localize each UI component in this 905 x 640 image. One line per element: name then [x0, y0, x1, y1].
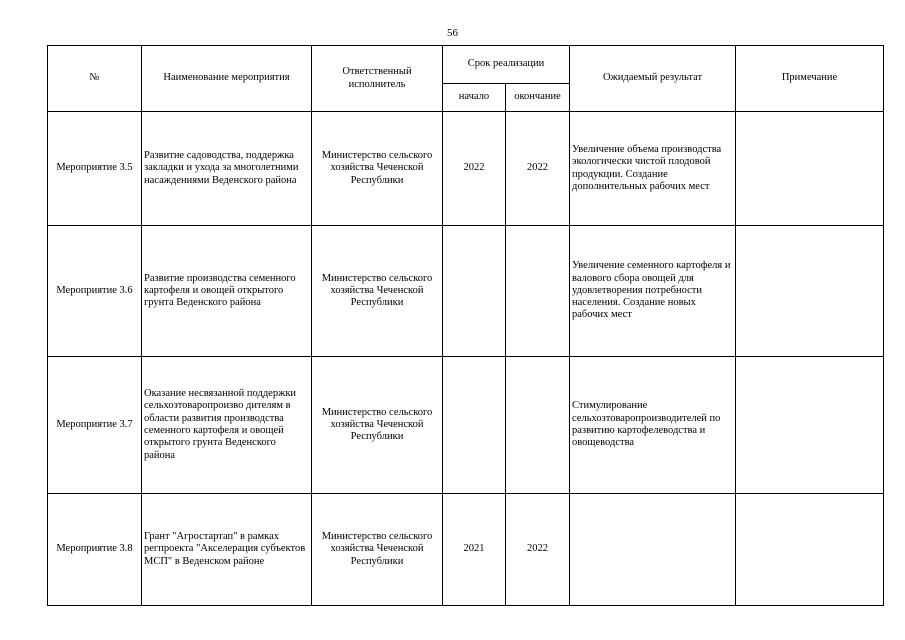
header-row: [48, 46, 884, 84]
header-start: начало: [443, 84, 506, 112]
header-note: Примечание: [736, 46, 884, 112]
table-row: [48, 226, 884, 357]
cell-note: [736, 494, 884, 606]
cell-end: 2022: [506, 494, 570, 606]
cell-name: Развитие садоводства, поддержка закладки и ухода за многолетними насаждениями Веденского района: [142, 112, 312, 226]
page-number: 56: [447, 27, 458, 39]
cell-start: 2021: [443, 494, 506, 606]
cell-end: [506, 226, 570, 357]
cell-note: [736, 357, 884, 494]
cell-executor: Министерство сельского хозяйства Чеченской Республики: [312, 226, 443, 357]
header-num: №: [48, 46, 142, 112]
cell-result: [570, 494, 736, 606]
cell-end: 2022: [506, 112, 570, 226]
header-period: Срок реализации: [443, 46, 570, 84]
cell-executor: Министерство сельского хозяйства Чеченской Республики: [312, 357, 443, 494]
cell-num: Мероприятие 3.7: [48, 357, 142, 494]
cell-note: [736, 226, 884, 357]
cell-num: Мероприятие 3.5: [48, 112, 142, 226]
header-result: Ожидаемый результат: [570, 46, 736, 112]
cell-executor: Министерство сельского хозяйства Чеченской Республики: [312, 494, 443, 606]
cell-num: Мероприятие 3.6: [48, 226, 142, 357]
cell-name: Развитие производства семенного картофеля и овощей открытого грунта Веденского района: [142, 226, 312, 357]
table-row: [48, 494, 884, 606]
cell-executor: Министерство сельского хозяйства Чеченской Республики: [312, 112, 443, 226]
cell-end: [506, 357, 570, 494]
table-row: [48, 112, 884, 226]
header-name: Наименование мероприятия: [142, 46, 312, 112]
cell-start: 2022: [443, 112, 506, 226]
cell-note: [736, 112, 884, 226]
table-row: [48, 357, 884, 494]
cell-result: Увеличение объема производства экологически чистой плодовой продукции. Создание дополнительных рабочих мест: [570, 112, 736, 226]
header-end: окончание: [506, 84, 570, 112]
cell-name: Грант "Агростартап" в рамках регпроекта "Акселерация субъектов МСП" в Веденском районе: [142, 494, 312, 606]
cell-num: Мероприятие 3.8: [48, 494, 142, 606]
cell-name: Оказание несвязанной поддержки сельхозтоваропроизво дителям в области развития производства семенного картофеля и овощей открытого грунта Веденского района: [142, 357, 312, 494]
cell-result: Увеличение семенного картофеля и валового сбора овощей для удовлетворения потребности населения. Создание новых рабочих мест: [570, 226, 736, 357]
measures-table: [47, 45, 884, 606]
header-executor: Ответственный исполнитель: [312, 46, 443, 112]
cell-result: Стимулирование сельхозтоваропроизводителей по развитию картофелеводства и овощеводства: [570, 357, 736, 494]
cell-start: [443, 357, 506, 494]
cell-start: [443, 226, 506, 357]
